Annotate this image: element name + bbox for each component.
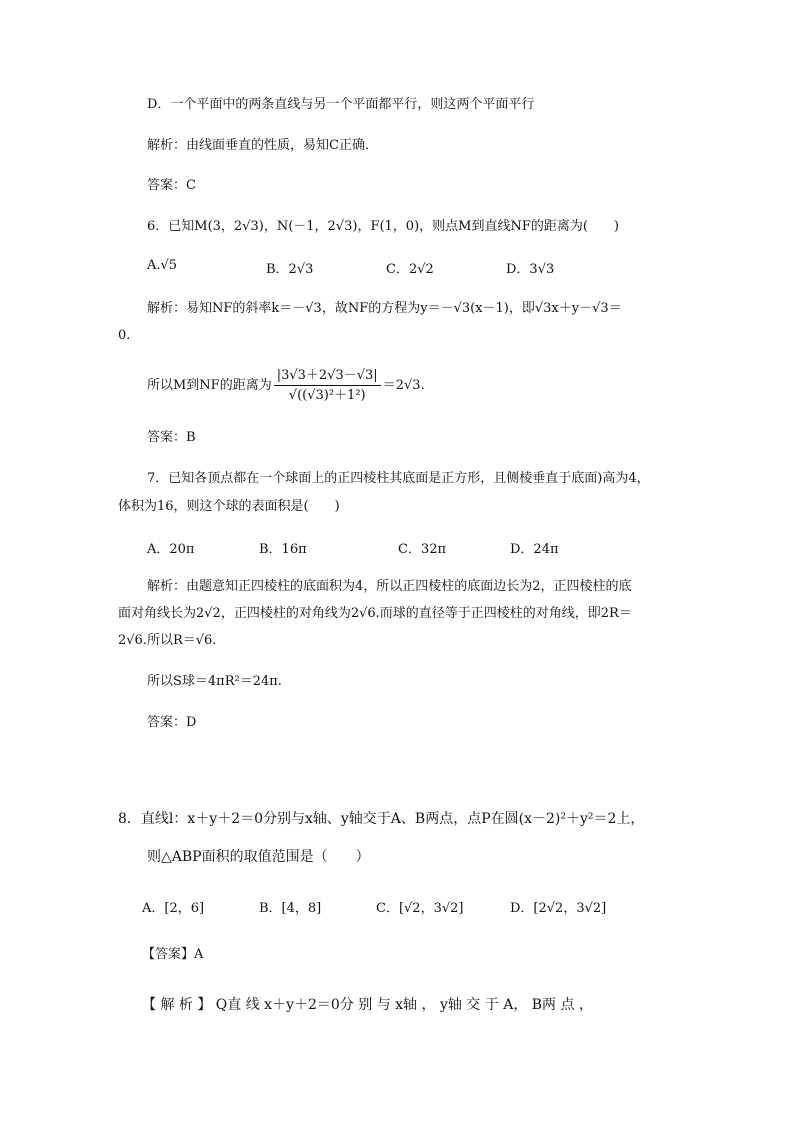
q6-stem: 6．已知M(3，2√3)，N(－1，2√3)，F(1，0)，则点M到直线NF的距离为( ): [147, 219, 619, 234]
q6-answer: 答案：B: [147, 430, 196, 445]
q7-option-c: C．32π: [398, 542, 447, 557]
q7-stem-line1: 7．已知各顶点都在一个球面上的正四棱柱其底面是正方形，且侧棱垂直于底面)高为4，: [147, 471, 650, 486]
q6-distance-numerator: |3√3＋2√3－√3|: [274, 368, 381, 386]
q7-option-d: D．24π: [510, 542, 559, 557]
q7-analysis-line2: 面对角线长为2√2，正四棱柱的对角线为2√6.而球的直径等于正四棱柱的对角线，即2R＝: [118, 606, 632, 621]
q6-option-d: D．3√3: [506, 262, 555, 277]
q8-option-a: A．[2，6]: [142, 901, 205, 916]
q8-option-b: B．[4，8]: [259, 901, 322, 916]
q6-distance-result: ＝2√3.: [382, 378, 425, 393]
q8-option-c: C．[√2，3√2]: [376, 901, 464, 916]
q7-analysis-line1: 解析：由题意知正四棱柱的底面积为4，所以正四棱柱的底面边长为2，正四棱柱的底: [147, 579, 632, 594]
q6-distance-line: [147, 366, 425, 406]
q8-stem-line1: 8．直线l：x＋y＋2＝0分别与x轴、y轴交于A、B两点，点P在圆(x－2)²＋y²＝2上，: [118, 811, 645, 827]
q6-distance-prefix: 所以M到NF的距离为: [147, 378, 272, 393]
q6-distance-denominator: √((√3)²＋1²): [288, 388, 366, 403]
q7-option-b: B．16π: [259, 542, 307, 557]
q5-analysis: 解析：由线面垂直的性质，易知C正确．: [147, 138, 378, 153]
q7-stem-line2: 体积为16，则这个球的表面积是( ): [118, 499, 340, 514]
q6-option-c: C．2√2: [386, 262, 434, 277]
q8-option-d: D．[2√2，3√2]: [510, 901, 607, 916]
q8-stem-line2: 则△ABP面积的取值范围是（ ）: [147, 849, 370, 865]
q7-answer: 答案：D: [147, 715, 197, 730]
q8-analysis: 【 解 析 】 Q直 线 x＋y＋2＝0分 别 与 x轴 ， y轴 交 于 A， B两 点 ，: [142, 997, 593, 1013]
q6-analysis-line1: 解析：易知NF的斜率k＝－√3，故NF的方程为y＝－√3(x－1)，即√3x＋y－√3＝: [147, 301, 622, 316]
q6-option-b: B．2√3: [266, 262, 314, 277]
q7-option-a: A．20π: [147, 542, 195, 557]
q8-answer: 【答案】A: [142, 947, 204, 962]
q6-option-a: A.√5: [147, 258, 178, 273]
q7-surface-line: 所以S球＝4πR²＝24π.: [147, 674, 282, 689]
q5-option-d: D．一个平面中的两条直线与另一个平面都平行，则这两个平面平行: [147, 97, 535, 112]
q6-distance-fraction: [274, 368, 381, 404]
q6-analysis-line2: 0.: [118, 328, 131, 343]
q7-analysis-line3: 2√6.所以R＝√6.: [118, 633, 217, 648]
q5-answer: 答案：C: [147, 178, 196, 193]
